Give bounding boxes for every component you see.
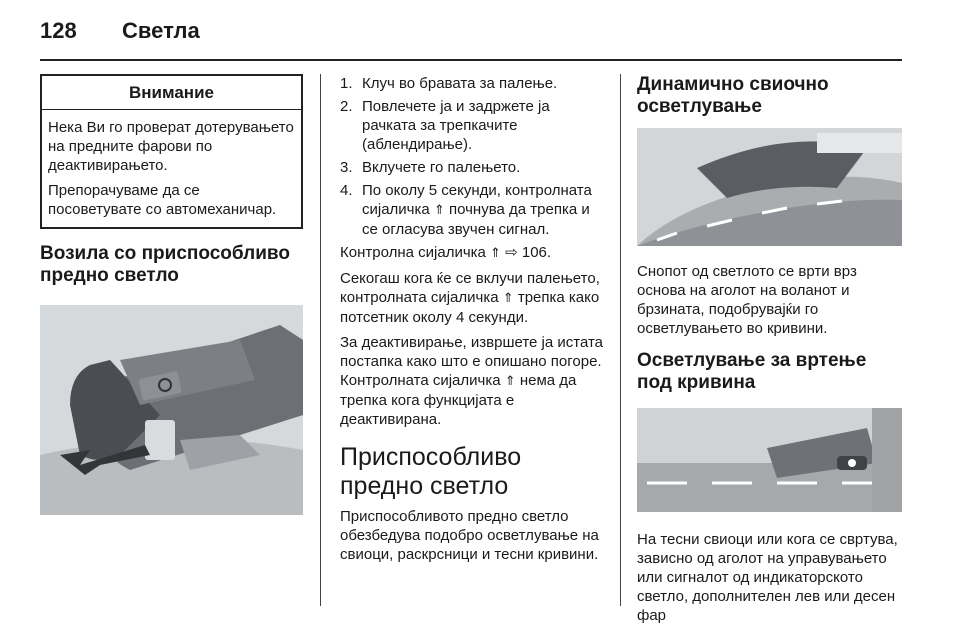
- page-number: 128: [40, 18, 77, 43]
- turn-signal-lever-figure: [40, 305, 303, 515]
- warning-body: [42, 110, 301, 227]
- turn-signal-lever-illustration: [40, 305, 303, 515]
- control-lamp-paragraph: Контролна сијаличка ⇑ ⇨ 106.: [340, 244, 552, 261]
- control-lamp-icon: ⇑: [502, 291, 514, 306]
- control-lamp-icon: ⇑: [490, 246, 501, 261]
- page-header: [40, 18, 920, 60]
- header-rule: [40, 59, 902, 61]
- page-ref-link[interactable]: 106.: [521, 244, 552, 261]
- deactivation-paragraph: За деактивирање, извршете ја истата постапка како што е опишано погоре. Контролната сијаличка ⇑ нема да трепка кога функцијата е деактивирана.: [340, 334, 604, 428]
- warning-paragraph: Нека Ви го проверат дотерувањето на предните фарови по деактивирањето.: [48, 119, 294, 174]
- procedure-steps: [340, 74, 605, 239]
- column-right: [637, 74, 902, 625]
- adaptive-light-paragraph: Приспособливото предно светло обезбедува подобро осветлување на свиоци, раскрсници и тесни кривини.: [340, 508, 599, 563]
- column-divider: [320, 74, 321, 606]
- cornering-light-figure: [637, 408, 902, 512]
- dynamic-curve-light-heading: Динамично свиочно осветлување: [637, 74, 829, 117]
- section-title: Светла: [122, 18, 200, 43]
- control-lamp-icon: ⇑: [504, 374, 516, 389]
- column-left: [40, 74, 303, 515]
- step-item: 2. Повлечете ја и задржете ја рачката за трепкачите (аблендирање).: [340, 98, 550, 153]
- cornering-light-heading: Осветлување за вртење под кривина: [637, 350, 867, 393]
- adaptive-light-vehicles-heading: Возила со приспособливо предно светло: [40, 243, 290, 286]
- step-item: 4. По околу 5 секунди, контролната сијаличка ⇑ почнува да трепка и се огласува звучен сигнал.: [340, 182, 592, 238]
- step-item: 3. Вклучете го палењето.: [340, 159, 521, 176]
- dynamic-curve-light-figure: [637, 128, 902, 246]
- warning-paragraph: Препорачуваме да се посоветувате со автомеханичар.: [48, 182, 277, 218]
- adaptive-light-heading: Приспособливо предно светло: [340, 443, 522, 500]
- column-middle: [340, 74, 605, 564]
- cornering-light-paragraph: На тесни свиоци или кога се свртува, зависно од аголот на управувањето или сигналот од индикаторското светло, дополнителен лев или десен фар: [637, 531, 898, 624]
- column-divider: [620, 74, 621, 606]
- ignition-paragraph: Секогаш кога ќе се вклучи палењето, контролната сијаличка ⇑ трепка како потсетник околу 4 секунди.: [340, 270, 600, 326]
- dynamic-curve-light-paragraph: Снопот од светлото се врти врз основа на аголот на воланот и брзината, подобрувајќи го осветлувањето во кривини.: [637, 263, 857, 337]
- cornering-light-illustration: [637, 408, 902, 512]
- warning-box: [40, 74, 303, 229]
- step-item: 1. Клуч во бравата за палење.: [340, 75, 558, 92]
- warning-title: Внимание: [42, 76, 301, 110]
- control-lamp-icon: ⇑: [433, 203, 445, 218]
- page-ref-arrow-icon: ⇨: [505, 244, 518, 261]
- curve-light-illustration: [637, 128, 902, 246]
